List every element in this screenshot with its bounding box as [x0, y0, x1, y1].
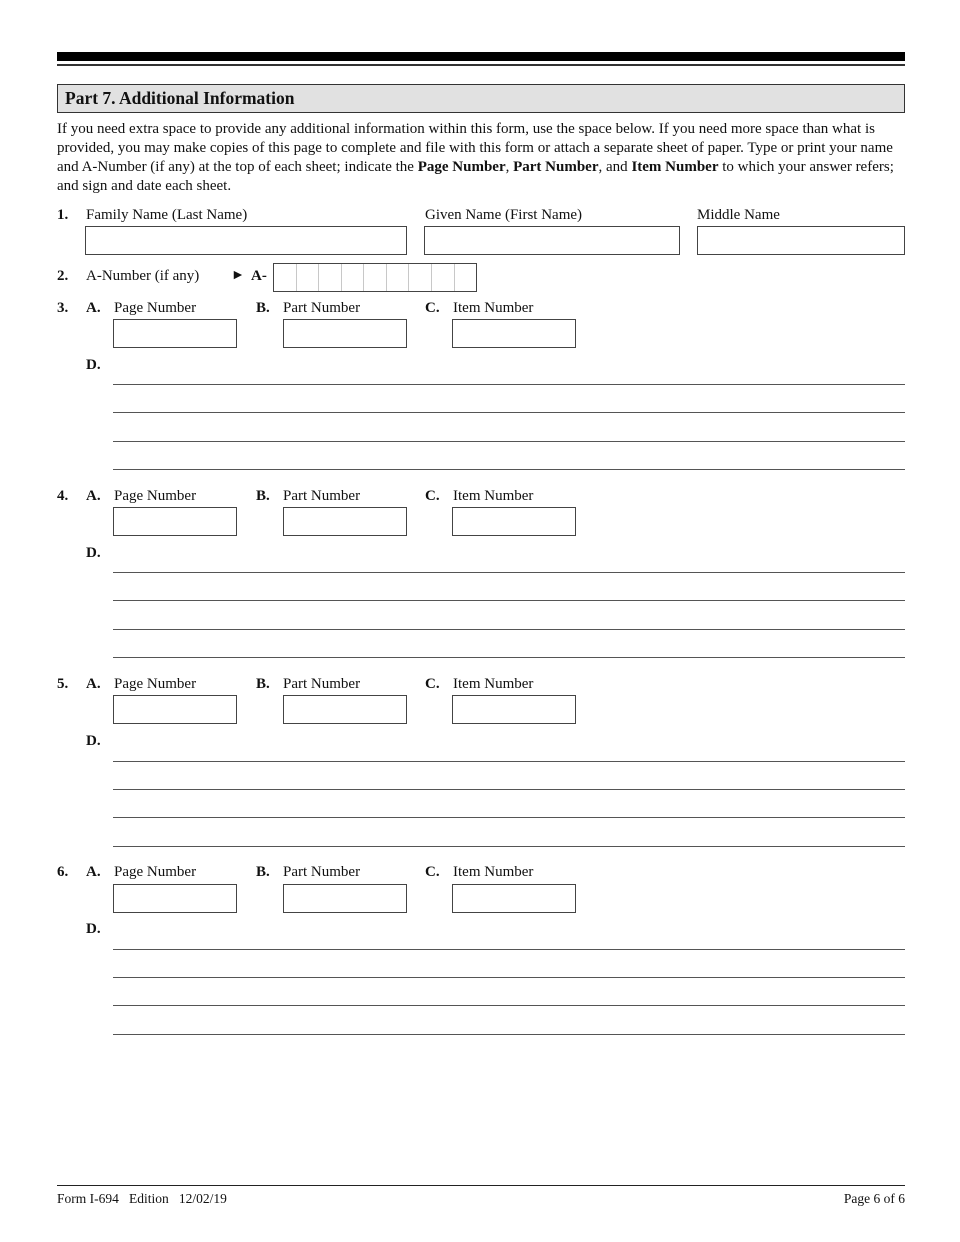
- entry-5: [0, 676, 960, 864]
- item-number-label: Item Number: [453, 488, 534, 504]
- entry-number: 4.: [57, 488, 69, 504]
- answer-line[interactable]: [113, 817, 905, 818]
- entry-c-letter: C.: [425, 864, 440, 880]
- part-number-label: Part Number: [283, 488, 361, 504]
- answer-line[interactable]: [113, 977, 905, 978]
- given-name-input[interactable]: [424, 226, 680, 255]
- answer-line[interactable]: [113, 949, 905, 950]
- part-title: Part 7. Additional Information: [65, 88, 295, 108]
- given-name-label: Given Name (First Name): [425, 207, 583, 223]
- entry-number: 5.: [57, 676, 69, 692]
- family-name-input[interactable]: [85, 226, 407, 255]
- item-1-number: 1.: [57, 207, 69, 223]
- part-number-label: Part Number: [283, 864, 361, 880]
- entry-c-letter: C.: [425, 676, 440, 692]
- answer-line[interactable]: [113, 657, 905, 658]
- arrow-right-icon: ►: [231, 268, 245, 283]
- a-number-cell[interactable]: [342, 264, 365, 291]
- item-number-input[interactable]: [452, 319, 576, 348]
- answer-line[interactable]: [113, 384, 905, 385]
- page-number-input[interactable]: [113, 695, 237, 724]
- family-name-label: Family Name (Last Name): [86, 207, 248, 223]
- entry-b-letter: B.: [256, 864, 270, 880]
- answer-line[interactable]: [113, 846, 905, 847]
- answer-line[interactable]: [113, 441, 905, 442]
- top-thin-rule: [57, 64, 905, 66]
- item-number-input[interactable]: [452, 884, 576, 913]
- intro-paragraph: If you need extra space to provide any additional information within this form, use the space below. If you need more space than what is provided, you may make copies of this page to complete and file with this form or attach a separate sheet of paper. Type or print your name and A-Number (if any) at the top of each sheet; indicate the Page Number, Part Number, and Item Number to which your answer refers; and sign and date each sheet.: [57, 121, 894, 194]
- answer-line[interactable]: [113, 1034, 905, 1035]
- item-number-input[interactable]: [452, 695, 576, 724]
- part-header: [57, 84, 905, 113]
- answer-line[interactable]: [113, 572, 905, 573]
- item-number-label: Item Number: [453, 300, 534, 316]
- middle-name-input[interactable]: [697, 226, 905, 255]
- entry-4: [0, 488, 960, 676]
- a-number-cell[interactable]: [364, 264, 387, 291]
- entry-b-letter: B.: [256, 676, 270, 692]
- top-thick-rule: [57, 52, 905, 61]
- entry-3: [0, 300, 960, 488]
- item-number-label: Item Number: [453, 864, 534, 880]
- item-2-number: 2.: [57, 268, 69, 284]
- page-indicator: Page 6 of 6: [843, 1191, 905, 1206]
- a-number-prefix: A-: [251, 268, 267, 284]
- entry-a-letter: A.: [86, 864, 101, 880]
- item-number-label: Item Number: [453, 676, 534, 692]
- part-number-label: Part Number: [283, 300, 361, 316]
- page-number-input[interactable]: [113, 319, 237, 348]
- answer-line[interactable]: [113, 1005, 905, 1006]
- entry-c-letter: C.: [425, 300, 440, 316]
- entry-a-letter: A.: [86, 488, 101, 504]
- page-number-label: Page Number: [114, 300, 197, 316]
- a-number-cell[interactable]: [432, 264, 455, 291]
- a-number-cell[interactable]: [387, 264, 410, 291]
- entry-a-letter: A.: [86, 300, 101, 316]
- a-number-cell[interactable]: [455, 264, 477, 291]
- page-number-input[interactable]: [113, 507, 237, 536]
- entry-6: [0, 864, 960, 1052]
- part-number-input[interactable]: [283, 507, 407, 536]
- middle-name-label: Middle Name: [697, 207, 780, 223]
- entry-number: 3.: [57, 300, 69, 316]
- entry-d-letter: D.: [86, 921, 101, 937]
- answer-line[interactable]: [113, 629, 905, 630]
- form-edition: Form I-694 Edition 12/02/19: [57, 1191, 227, 1206]
- a-number-cell[interactable]: [409, 264, 432, 291]
- a-number-cell[interactable]: [297, 264, 320, 291]
- answer-line[interactable]: [113, 600, 905, 601]
- a-number-label: A-Number (if any): [86, 268, 200, 284]
- part-number-input[interactable]: [283, 319, 407, 348]
- answer-line[interactable]: [113, 469, 905, 470]
- page-number-label: Page Number: [114, 488, 197, 504]
- a-number-cell[interactable]: [319, 264, 342, 291]
- answer-line[interactable]: [113, 761, 905, 762]
- entry-d-letter: D.: [86, 545, 101, 561]
- item-number-input[interactable]: [452, 507, 576, 536]
- part-number-input[interactable]: [283, 695, 407, 724]
- entry-b-letter: B.: [256, 488, 270, 504]
- answer-line[interactable]: [113, 789, 905, 790]
- footer-rule: [57, 1185, 905, 1186]
- answer-line[interactable]: [113, 412, 905, 413]
- a-number-input[interactable]: [273, 263, 477, 292]
- entry-number: 6.: [57, 864, 69, 880]
- page-number-label: Page Number: [114, 864, 197, 880]
- entry-d-letter: D.: [86, 733, 101, 749]
- entry-b-letter: B.: [256, 300, 270, 316]
- part-number-label: Part Number: [283, 676, 361, 692]
- entry-c-letter: C.: [425, 488, 440, 504]
- a-number-cell[interactable]: [274, 264, 297, 291]
- entry-a-letter: A.: [86, 676, 101, 692]
- page-number-input[interactable]: [113, 884, 237, 913]
- page-number-label: Page Number: [114, 676, 197, 692]
- entry-d-letter: D.: [86, 357, 101, 373]
- part-number-input[interactable]: [283, 884, 407, 913]
